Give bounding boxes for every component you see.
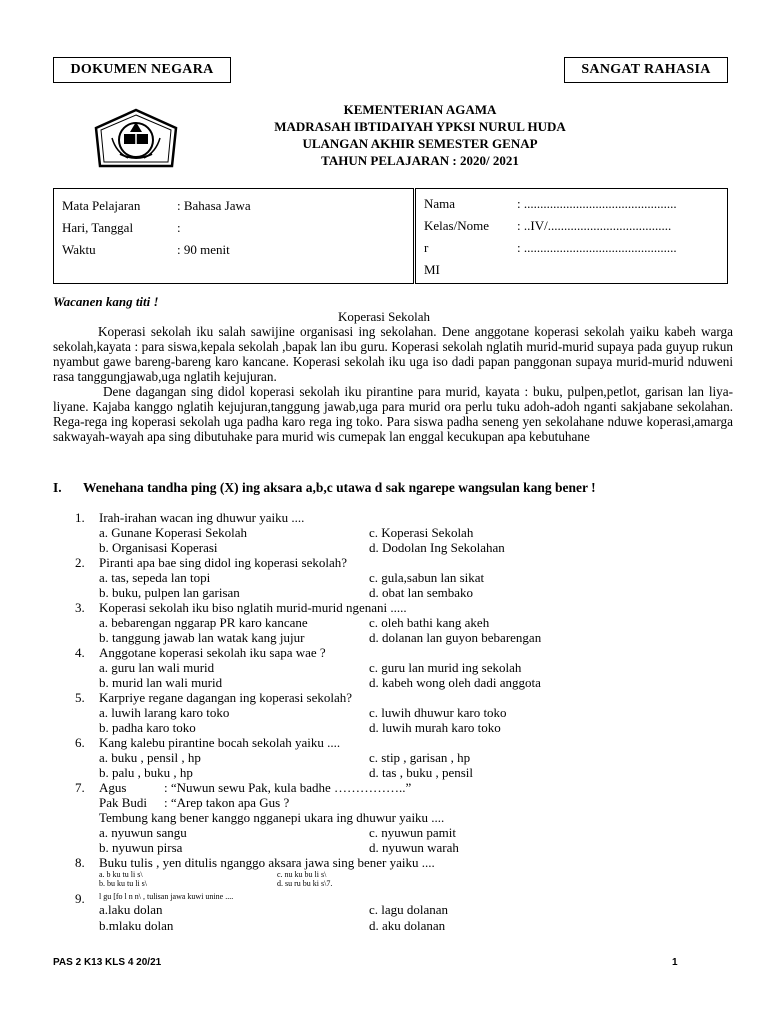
option-d[interactable]: d. kabeh wong oleh dadi anggota [369, 675, 541, 690]
reading-paragraph-2: Dene dagangan sing didol koperasi sekolah iku pirantine para murid, kayata : buku, pulpen,petlot, garisan lan liya-liyane. Kajaba kanggo nglatih kejujuran,tanggung jawab,uga para murid ora perlu tuku adoh-adoh nganti sakjabane sekolahan. Rega-rega ing koperasi sekolah uga padha karo rega ing toko. Para siswa padha seneng yen sekolahane nduwe koperasi,amarga sakwayah-wayah apa sing dibutuhake para murid wis cumepak lan enggal kecukupan apa kebutuhane [53, 384, 733, 444]
question-text: Buku tulis , yen ditulis nganggo aksara jawa sing bener yaiku .... [99, 855, 435, 870]
page-number: 1 [672, 957, 678, 968]
info-label: Waktu [62, 242, 96, 257]
question-item [75, 600, 735, 645]
option-d[interactable]: d. su ru bu ki s\7. [277, 879, 333, 888]
question-number: 2. [75, 555, 85, 570]
dialog-text: : “Arep takon apa Gus ? [164, 795, 290, 810]
info-label: Hari, Tanggal [62, 220, 134, 235]
option-d[interactable]: d. Dodolan Ing Sekolahan [369, 540, 505, 555]
question-list [75, 510, 735, 934]
question-item [75, 690, 735, 735]
option-a[interactable]: a.laku dolan [99, 902, 163, 917]
option-c[interactable]: c. oleh bathi kang akeh [369, 615, 490, 630]
option-d[interactable]: d. tas , buku , pensil [369, 765, 473, 780]
question-number: 8. [75, 855, 85, 870]
question-text: l gu [fo l n n\ , tulisan jawa kuwi unine .... [99, 892, 234, 901]
option-b[interactable]: b. padha karo toko [99, 720, 196, 735]
footer-code: PAS 2 K13 KLS 4 20/21 [53, 957, 162, 968]
question-text: Irah-irahan wacan ing dhuwur yaiku .... [99, 510, 305, 525]
dialog-speaker: Agus [99, 780, 127, 795]
option-d[interactable]: d. dolanan lan guyon bebarengan [369, 630, 542, 645]
option-c[interactable]: c. luwih dhuwur karo toko [369, 705, 507, 720]
option-c[interactable]: c. nu ku bu li s\ [277, 870, 327, 879]
question-number: 3. [75, 600, 85, 615]
class-field[interactable]: : ..IV/...................................... [517, 218, 672, 233]
dokumen-negara-box: DOKUMEN NEGARA [53, 57, 231, 83]
reading-paragraph-1: Koperasi sekolah iku salah sawijine organisasi ing sekolahan. Dene anggotane koperasi sekolah yaiku kabeh warga sekolah,kayata : para siswa,kepala sekolah ,bapak lan ibu guru. Koperasi sekolah nglatih murid-murid supaya pada guyup rukun nyambut gawe bareng-bareng karo kancane. Koperasi sekolah iku uga iso dadi papan panggonan supaya murid-murid nduweni rasa tanggungjawab,uga nglatih kejujuran. [53, 324, 733, 384]
info-row-name [424, 193, 719, 215]
question-item [75, 645, 735, 690]
option-a[interactable]: a. bebarengan nggarap PR karo kancane [99, 615, 308, 630]
info-row-r [424, 237, 719, 259]
option-c[interactable]: c. gula,sabun lan sikat [369, 570, 485, 585]
info-row-subject [62, 195, 405, 217]
question-text: Anggotane koperasi sekolah iku sapa wae ? [99, 645, 326, 660]
question-item [75, 555, 735, 600]
info-row-mi [424, 259, 719, 281]
sangat-rahasia-box: SANGAT RAHASIA [564, 57, 728, 83]
option-d[interactable]: d. aku dolanan [369, 918, 446, 933]
question-number: 9. [75, 891, 85, 906]
info-value: : Bahasa Jawa [177, 198, 251, 213]
question-item [75, 891, 735, 934]
info-value: : [177, 220, 181, 235]
info-label: r [424, 240, 429, 255]
title-line-3: ULANGAN AKHIR SEMESTER GENAP [302, 136, 538, 151]
option-c[interactable]: c. nyuwun pamit [369, 825, 457, 840]
option-a[interactable]: a. buku , pensil , hp [99, 750, 201, 765]
info-label: Mata Pelajaran [62, 198, 141, 213]
option-a[interactable]: a. luwih larang karo toko [99, 705, 230, 720]
option-b[interactable]: b.mlaku dolan [99, 918, 174, 933]
option-a[interactable]: a. guru lan wali murid [99, 660, 215, 675]
question-item [75, 510, 735, 555]
number-field[interactable]: : ............................................... [517, 240, 677, 255]
option-d[interactable]: d. obat lan sembako [369, 585, 473, 600]
option-b[interactable]: b. murid lan wali murid [99, 675, 223, 690]
question-number: 5. [75, 690, 85, 705]
option-d[interactable]: d. nyuwun warah [369, 840, 459, 855]
question-number: 4. [75, 645, 85, 660]
question-number: 6. [75, 735, 85, 750]
document-title [200, 101, 640, 169]
section-instruction [53, 480, 596, 496]
info-label: Kelas/Nome [424, 218, 489, 233]
question-text: Piranti apa bae sing didol ing koperasi sekolah? [99, 555, 348, 570]
title-line-4: TAHUN PELAJARAN : 2020/ 2021 [321, 153, 519, 168]
option-b[interactable]: b. palu , buku , hp [99, 765, 193, 780]
question-number: 1. [75, 510, 85, 525]
question-item [75, 735, 735, 780]
option-b[interactable]: b. bu ku tu li s\ [99, 879, 148, 888]
section-number: I. [53, 480, 62, 495]
name-field[interactable]: : ............................................... [517, 196, 677, 211]
question-text: Kang kalebu pirantine bocah sekolah yaiku .... [99, 735, 341, 750]
question-number: 7. [75, 780, 85, 795]
question-text: Karpriye regane dagangan ing koperasi sekolah? [99, 690, 353, 705]
info-row-class [424, 215, 719, 237]
info-row-date [62, 217, 405, 239]
option-c[interactable]: c. stip , garisan , hp [369, 750, 471, 765]
info-label: MI [424, 262, 440, 277]
question-item [75, 780, 735, 855]
option-a[interactable]: a. Gunane Koperasi Sekolah [99, 525, 248, 540]
question-text: Koperasi sekolah iku biso nglatih murid-murid ngenani ..... [99, 600, 407, 615]
option-c[interactable]: c. guru lan murid ing sekolah [369, 660, 522, 675]
option-b[interactable]: b. buku, pulpen lan garisan [99, 585, 240, 600]
student-info-box [415, 188, 728, 284]
subject-info-box [53, 188, 414, 284]
option-b[interactable]: b. tanggung jawab lan watak kang jujur [99, 630, 305, 645]
option-a[interactable]: a. b ku tu li s\ [99, 870, 143, 879]
question-text: Tembung kang bener kanggo ngganepi ukara ing dhuwur yaiku .... [99, 810, 445, 825]
option-a[interactable]: a. nyuwun sangu [99, 825, 187, 840]
option-b[interactable]: b. nyuwun pirsa [99, 840, 183, 855]
title-line-1: KEMENTERIAN AGAMA [343, 102, 497, 117]
info-row-time [62, 239, 405, 261]
reading-title: Koperasi Sekolah [337, 309, 431, 324]
dialog-text: : “Nuwun sewu Pak, kula badhe ……………..” [164, 780, 412, 795]
title-line-2: MADRASAH IBTIDAIYAH YPKSI NURUL HUDA [274, 119, 566, 134]
instruction-text: Wenehana tandha ping (X) ing aksara a,b,c utawa d sak ngarepe wangsulan kang bener ! [83, 480, 596, 495]
reading-passage [53, 324, 733, 444]
option-b[interactable]: b. Organisasi Koperasi [99, 540, 218, 555]
option-d[interactable]: d. luwih murah karo toko [369, 720, 501, 735]
kemenag-logo-icon [94, 108, 178, 174]
option-c[interactable]: c. lagu dolanan [369, 902, 449, 917]
dialog-speaker: Pak Budi [99, 795, 148, 810]
info-label: Nama [424, 196, 456, 211]
question-item [75, 855, 735, 888]
info-value: : 90 menit [177, 242, 230, 257]
option-c[interactable]: c. Koperasi Sekolah [369, 525, 474, 540]
reading-heading: Wacanen kang titi ! [53, 294, 159, 309]
option-a[interactable]: a. tas, sepeda lan topi [99, 570, 211, 585]
